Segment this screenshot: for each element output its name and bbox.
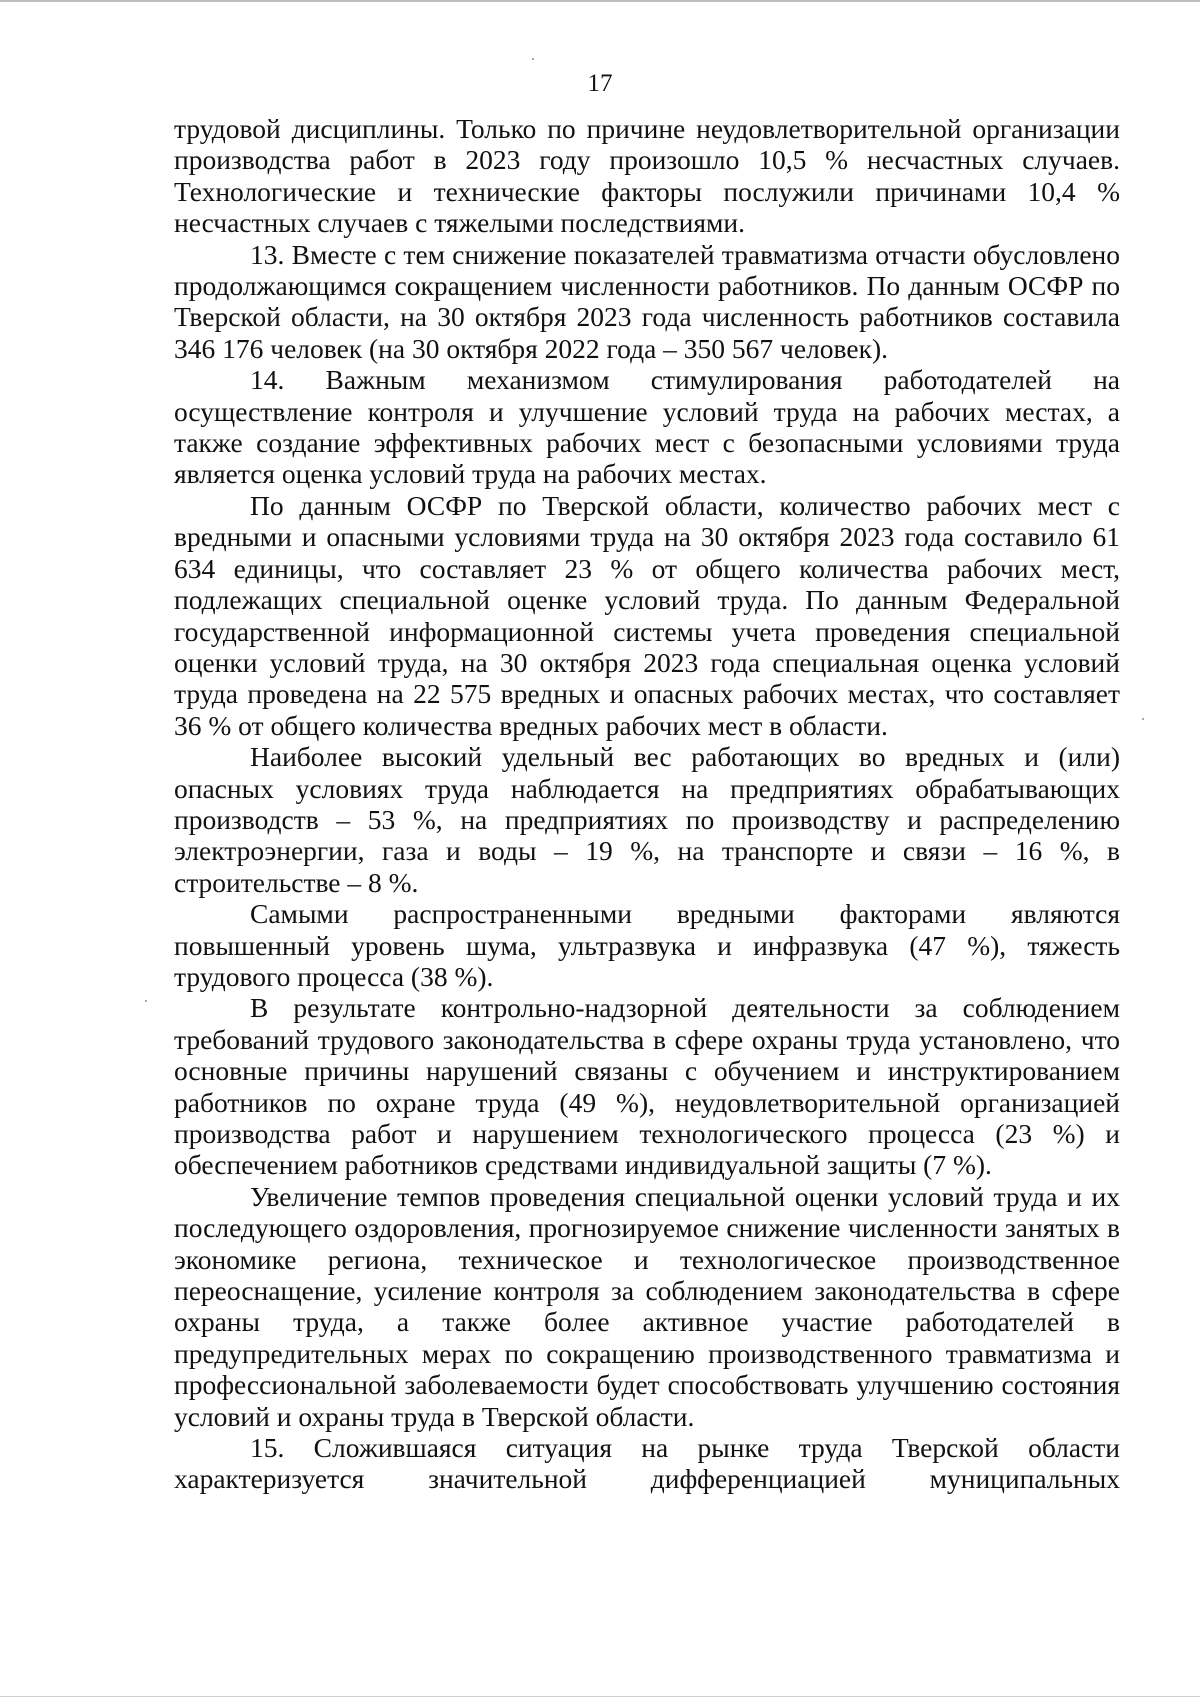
page-number: 17 [587,70,613,97]
paragraph-improvement-measures: Увеличение темпов проведения специальной оценки условий труда и их последующего оздоровления, прогнозируемое снижение численности занятых в экономике региона, техническое и технологическое производственное переоснащение, усиление контроля за соблюдением законодательства в сфере охраны труда, а также более активное участие работодателей в предупредительных мерах по сокращению производственного травматизма и профессиональной заболеваемости будет способствовать улучшению состояния условий и охраны труда в Тверской области. [174,1180,1120,1432]
paragraph-workplaces-harmful-conditions: По данным ОСФР по Тверской области, количество рабочих мест с вредными и опасными условиями труда на 30 октября 2023 года составило 61 634 единицы, что составляет 23 % от общего количества рабочих мест, подлежащих специальной оценке условий труда. По данным Федеральной государственной информационной системы учета проведения специальной оценки условий труда, на 30 октября 2023 года специальная оценка условий труда проведена на 22 575 вредных и опасных рабочих местах, что составляет 36 % от общего количества вредных рабочих мест в области. [174,489,1120,741]
paragraph-13: 13. Вместе с тем снижение показателей травматизма отчасти обусловлено продолжающимся сокращением численности работников. По данным ОСФР по Тверской области, на 30 октября 2023 года численность работников составила 346 176 человек (на 30 октября 2022 года – 350 567 человек). [174,238,1120,364]
paragraph-15: 15. Сложившаяся ситуация на рынке труда Тверской области характеризуется значительной дифференциацией муниципальных [174,1432,1120,1495]
document-body [174,113,1120,1495]
paragraph-continuation: трудовой дисциплины. Только по причине неудовлетворительной организации производства работ в 2023 году произошло 10,5 % несчастных случаев. Технологические и технические факторы послужили причинами 10,4 % несчастных случаев с тяжелыми последствиями. [174,113,1120,239]
paragraph-harmful-factors: Самыми распространенными вредными факторами являются повышенный уровень шума, ультразвука и инфразвука (47 %), тяжесть трудового процесса (38 %). [174,898,1120,992]
scan-edge-bottom [0,1696,1200,1697]
scan-speck [145,1000,147,1002]
scan-speck [532,58,534,60]
paragraph-industry-share: Наиболее высокий удельный вес работающих во вредных и (или) опасных условиях труда наблюдается на предприятиях обрабатывающих производств – 53 %, на предприятиях по производству и распределению электроэнергии, газа и воды – 19 %, на транспорте и связи – 16 %, в строительстве – 8 %. [174,741,1120,898]
paragraph-inspection-results: В результате контрольно-надзорной деятельности за соблюдением требований трудового законодательства в сфере охраны труда установлено, что основные причины нарушений связаны с обучением и инструктированием работников по охране труда (49 %), неудовлетворительной организацией производства работ и нарушением технологического процесса (23 %) и обеспечением работников средствами индивидуальной защиты (7 %). [174,992,1120,1181]
paragraph-14: 14. Важным механизмом стимулирования работодателей на осуществление контроля и улучшение условий труда на рабочих местах, а также создание эффективных рабочих мест с безопасными условиями труда является оценка условий труда на рабочих местах. [174,364,1120,490]
scan-speck [1142,718,1144,720]
scan-edge-top [0,0,1200,2]
